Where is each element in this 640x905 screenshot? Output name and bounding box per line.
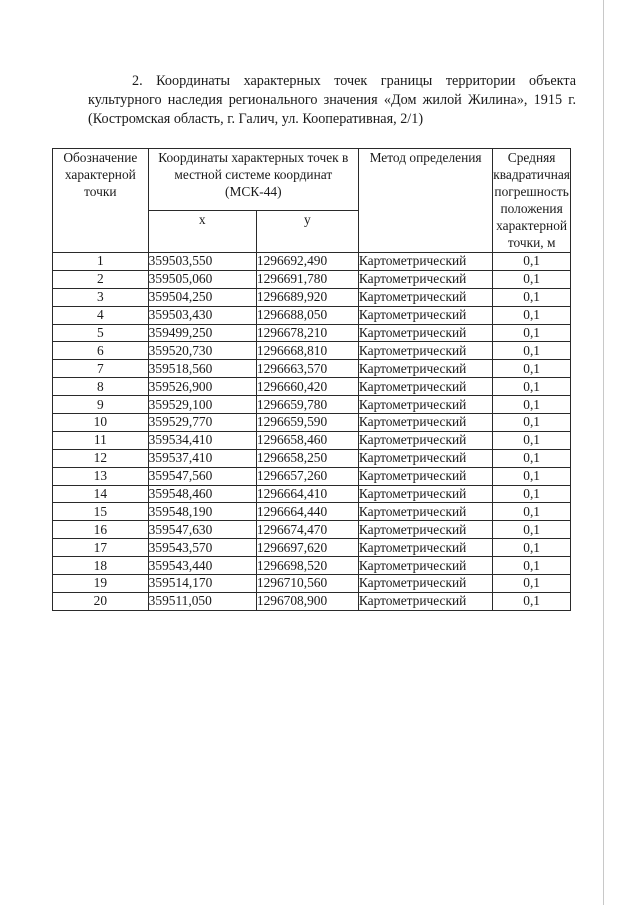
cell-x: 359499,250 xyxy=(148,324,256,342)
cell-error: 0,1 xyxy=(493,592,571,610)
cell-method: Картометрический xyxy=(358,539,492,557)
cell-point-number: 12 xyxy=(53,449,149,467)
cell-error: 0,1 xyxy=(493,539,571,557)
table-row xyxy=(53,342,571,360)
table-row xyxy=(53,467,571,485)
cell-error: 0,1 xyxy=(493,253,571,271)
cell-point-number: 8 xyxy=(53,378,149,396)
cell-method: Картометрический xyxy=(358,485,492,503)
cell-y: 1296689,920 xyxy=(256,288,358,306)
cell-error: 0,1 xyxy=(493,270,571,288)
table-row xyxy=(53,324,571,342)
cell-y: 1296660,420 xyxy=(256,378,358,396)
cell-y: 1296678,210 xyxy=(256,324,358,342)
cell-error: 0,1 xyxy=(493,306,571,324)
header-point-designation: Обозначение характерной точки xyxy=(53,149,149,253)
page-edge-line xyxy=(603,0,604,905)
cell-point-number: 18 xyxy=(53,557,149,575)
cell-method: Картометрический xyxy=(358,592,492,610)
cell-y: 1296658,460 xyxy=(256,431,358,449)
cell-x: 359537,410 xyxy=(148,449,256,467)
cell-point-number: 10 xyxy=(53,414,149,432)
table-row xyxy=(53,396,571,414)
cell-x: 359518,560 xyxy=(148,360,256,378)
cell-point-number: 11 xyxy=(53,431,149,449)
header-mean-square-error: Средняя квадратичная погрешность положения характерной точки, м xyxy=(493,149,571,253)
cell-error: 0,1 xyxy=(493,288,571,306)
cell-error: 0,1 xyxy=(493,360,571,378)
cell-y: 1296659,780 xyxy=(256,396,358,414)
cell-method: Картометрический xyxy=(358,342,492,360)
table-row xyxy=(53,431,571,449)
cell-point-number: 14 xyxy=(53,485,149,503)
table-row xyxy=(53,592,571,610)
cell-x: 359529,100 xyxy=(148,396,256,414)
cell-y: 1296674,470 xyxy=(256,521,358,539)
cell-y: 1296710,560 xyxy=(256,575,358,593)
table-row xyxy=(53,557,571,575)
cell-point-number: 2 xyxy=(53,270,149,288)
cell-point-number: 6 xyxy=(53,342,149,360)
cell-method: Картометрический xyxy=(358,396,492,414)
header-coordinates: Координаты характерных точек в местной системе координат (МСК-44) xyxy=(148,149,358,211)
table-row xyxy=(53,270,571,288)
cell-method: Картометрический xyxy=(358,360,492,378)
table-row xyxy=(53,485,571,503)
cell-point-number: 1 xyxy=(53,253,149,271)
cell-point-number: 19 xyxy=(53,575,149,593)
cell-method: Картометрический xyxy=(358,414,492,432)
table-row xyxy=(53,360,571,378)
cell-y: 1296664,440 xyxy=(256,503,358,521)
cell-y: 1296691,780 xyxy=(256,270,358,288)
cell-method: Картометрический xyxy=(358,378,492,396)
cell-method: Картометрический xyxy=(358,575,492,593)
cell-point-number: 7 xyxy=(53,360,149,378)
cell-y: 1296668,810 xyxy=(256,342,358,360)
cell-x: 359534,410 xyxy=(148,431,256,449)
cell-point-number: 15 xyxy=(53,503,149,521)
cell-x: 359548,460 xyxy=(148,485,256,503)
cell-method: Картометрический xyxy=(358,288,492,306)
cell-x: 359503,430 xyxy=(148,306,256,324)
cell-point-number: 20 xyxy=(53,592,149,610)
cell-x: 359511,050 xyxy=(148,592,256,610)
cell-error: 0,1 xyxy=(493,378,571,396)
table-row xyxy=(53,414,571,432)
cell-point-number: 4 xyxy=(53,306,149,324)
table-row xyxy=(53,288,571,306)
cell-method: Картометрический xyxy=(358,324,492,342)
coordinates-table xyxy=(52,148,571,611)
table-row xyxy=(53,306,571,324)
cell-error: 0,1 xyxy=(493,521,571,539)
cell-method: Картометрический xyxy=(358,253,492,271)
cell-x: 359543,440 xyxy=(148,557,256,575)
section-heading xyxy=(88,72,576,129)
cell-error: 0,1 xyxy=(493,467,571,485)
header-y: y xyxy=(256,211,358,253)
table-row xyxy=(53,503,571,521)
cell-error: 0,1 xyxy=(493,575,571,593)
cell-x: 359520,730 xyxy=(148,342,256,360)
cell-y: 1296659,590 xyxy=(256,414,358,432)
cell-x: 359547,630 xyxy=(148,521,256,539)
cell-error: 0,1 xyxy=(493,485,571,503)
cell-x: 359503,550 xyxy=(148,253,256,271)
cell-point-number: 9 xyxy=(53,396,149,414)
cell-y: 1296697,620 xyxy=(256,539,358,557)
cell-error: 0,1 xyxy=(493,431,571,449)
cell-point-number: 5 xyxy=(53,324,149,342)
cell-x: 359504,250 xyxy=(148,288,256,306)
cell-error: 0,1 xyxy=(493,396,571,414)
cell-error: 0,1 xyxy=(493,449,571,467)
table-body xyxy=(53,253,571,611)
cell-y: 1296692,490 xyxy=(256,253,358,271)
cell-x: 359547,560 xyxy=(148,467,256,485)
cell-x: 359514,170 xyxy=(148,575,256,593)
cell-x: 359543,570 xyxy=(148,539,256,557)
cell-method: Картометрический xyxy=(358,503,492,521)
cell-y: 1296708,900 xyxy=(256,592,358,610)
cell-x: 359548,190 xyxy=(148,503,256,521)
cell-method: Картометрический xyxy=(358,467,492,485)
table-row xyxy=(53,521,571,539)
cell-point-number: 17 xyxy=(53,539,149,557)
table-row xyxy=(53,539,571,557)
header-x: x xyxy=(148,211,256,253)
cell-point-number: 13 xyxy=(53,467,149,485)
table-row xyxy=(53,575,571,593)
cell-y: 1296664,410 xyxy=(256,485,358,503)
cell-point-number: 16 xyxy=(53,521,149,539)
cell-method: Картометрический xyxy=(358,521,492,539)
cell-method: Картометрический xyxy=(358,270,492,288)
cell-method: Картометрический xyxy=(358,306,492,324)
table-row xyxy=(53,253,571,271)
cell-error: 0,1 xyxy=(493,557,571,575)
cell-point-number: 3 xyxy=(53,288,149,306)
header-method: Метод определения xyxy=(358,149,492,253)
cell-x: 359505,060 xyxy=(148,270,256,288)
cell-x: 359526,900 xyxy=(148,378,256,396)
cell-method: Картометрический xyxy=(358,431,492,449)
cell-y: 1296663,570 xyxy=(256,360,358,378)
cell-method: Картометрический xyxy=(358,449,492,467)
cell-y: 1296688,050 xyxy=(256,306,358,324)
table-row xyxy=(53,378,571,396)
cell-y: 1296658,250 xyxy=(256,449,358,467)
cell-y: 1296698,520 xyxy=(256,557,358,575)
cell-x: 359529,770 xyxy=(148,414,256,432)
cell-error: 0,1 xyxy=(493,503,571,521)
cell-error: 0,1 xyxy=(493,342,571,360)
cell-error: 0,1 xyxy=(493,324,571,342)
heading-text: 2. Координаты характерных точек границы территории объекта культурного наследия регионального значения «Дом жилой Жилина», 1915 г. (Костромская область, г. Галич, ул. Кооперативная, 2/1) xyxy=(88,73,576,127)
cell-y: 1296657,260 xyxy=(256,467,358,485)
cell-method: Картометрический xyxy=(358,557,492,575)
table-row xyxy=(53,449,571,467)
cell-error: 0,1 xyxy=(493,414,571,432)
